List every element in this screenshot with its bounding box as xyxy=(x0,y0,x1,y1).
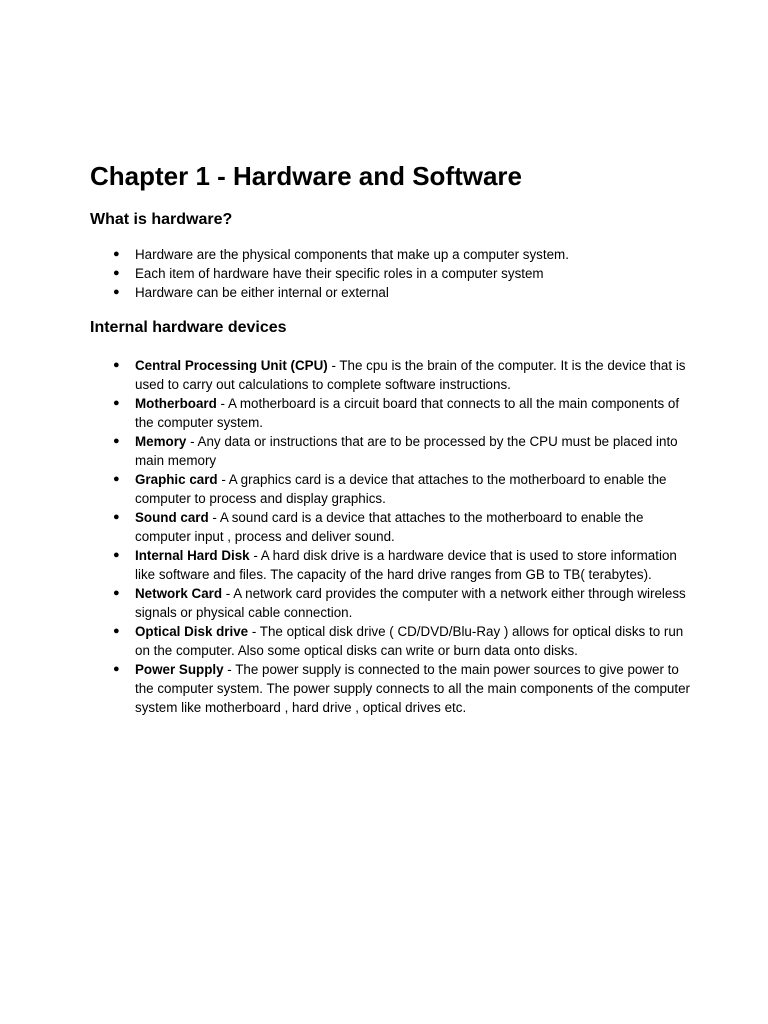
bullet-icon: ● xyxy=(113,587,120,599)
term-label: Sound card xyxy=(135,510,209,525)
term-label: Network Card xyxy=(135,586,223,601)
list-item-cpu xyxy=(90,356,690,394)
bullet-icon: ● xyxy=(113,359,120,371)
list-item-network-card xyxy=(90,584,690,622)
list-item-graphic-card xyxy=(90,470,690,508)
bullet-icon: ● xyxy=(113,549,120,561)
list-item-optical-disk-drive xyxy=(90,622,690,660)
term-description: - A hard disk drive is a hardware device that is used to store information like software and files. The capacity of the hard drive ranges from GB to TB( terabytes). xyxy=(135,548,677,582)
term-label: Power Supply xyxy=(135,662,224,677)
list-item xyxy=(90,264,690,283)
term-label: Memory xyxy=(135,434,187,449)
term-label: Internal Hard Disk xyxy=(135,548,250,563)
bullet-icon: ● xyxy=(113,511,120,523)
list-item-motherboard xyxy=(90,394,690,432)
list-item xyxy=(90,283,690,302)
bullet-icon: ● xyxy=(113,267,120,279)
list-item xyxy=(90,245,690,264)
term-description: - A sound card is a device that attaches to the motherboard to enable the computer input , process and deliver sound. xyxy=(135,510,644,544)
section-heading-internal-hardware: Internal hardware devices xyxy=(90,319,287,336)
page-title: Chapter 1 - Hardware and Software xyxy=(90,161,522,191)
bullet-icon: ● xyxy=(113,473,120,485)
list-item-text: Hardware are the physical components that make up a computer system. xyxy=(135,247,569,262)
term-description: - A network card provides the computer with a network either through wireless signals or physical cable connection. xyxy=(135,586,686,620)
bullet-icon: ● xyxy=(113,625,120,637)
list-item-text: Each item of hardware have their specific roles in a computer system xyxy=(135,266,544,281)
term-description: - The power supply is connected to the main power sources to give power to the computer system. The power supply connects to all the main components of the computer system like motherboard , hard drive , optical drives etc. xyxy=(135,662,691,715)
bullet-icon: ● xyxy=(113,397,120,409)
list-item-power-supply xyxy=(90,660,690,717)
hardware-definition-list xyxy=(90,245,690,302)
bullet-icon: ● xyxy=(113,248,120,260)
bullet-icon: ● xyxy=(113,435,120,447)
list-item-sound-card xyxy=(90,508,690,546)
term-description: - A motherboard is a circuit board that connects to all the main components of the computer system. xyxy=(135,396,680,430)
document-content xyxy=(90,156,690,717)
list-item-hard-disk xyxy=(90,546,690,584)
section-heading-what-is-hardware: What is hardware? xyxy=(90,211,233,228)
term-description: - Any data or instructions that are to be processed by the CPU must be placed into main memory xyxy=(135,434,678,468)
internal-hardware-list xyxy=(90,356,690,717)
term-label: Motherboard xyxy=(135,396,217,411)
term-description: - The optical disk drive ( CD/DVD/Blu-Ray ) allows for optical disks to run on the computer. Also some optical disks can write or burn data onto disks. xyxy=(135,624,684,658)
term-description: - A graphics card is a device that attaches to the motherboard to enable the computer to process and display graphics. xyxy=(135,472,667,506)
term-label: Central Processing Unit (CPU) xyxy=(135,358,328,373)
list-item-memory xyxy=(90,432,690,470)
list-item-text: Hardware can be either internal or external xyxy=(135,285,389,300)
term-label: Graphic card xyxy=(135,472,218,487)
term-label: Optical Disk drive xyxy=(135,624,249,639)
bullet-icon: ● xyxy=(113,663,120,675)
term-description: - The cpu is the brain of the computer. It is the device that is used to carry out calculations to complete software instructions. xyxy=(135,358,686,392)
bullet-icon: ● xyxy=(113,286,120,298)
